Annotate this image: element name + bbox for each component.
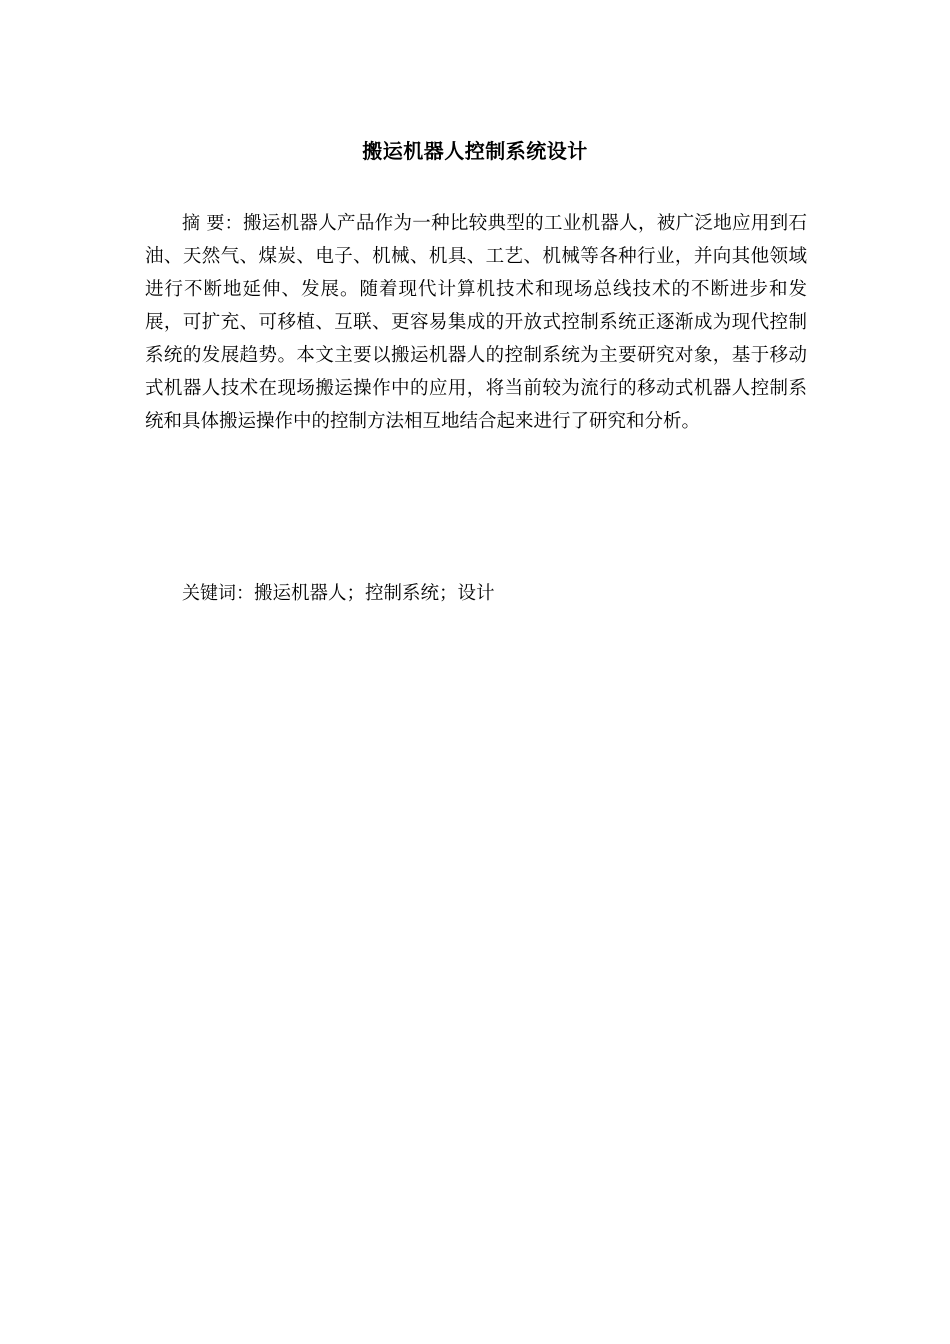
abstract-text: 搬运机器人产品作为一种比较典型的工业机器人，被广泛地应用到石油、天然气、煤炭、电子、机械、机具、工艺、机械等各种行业，并向其他领域进行不断地延伸、发展。随着现代计算机技术和现场总线技术的不断进步和发展，可扩充、可移植、互联、更容易集成的开放式控制系统正逐渐成为现代控制系统的发展趋势。本文主要以搬运机器人的控制系统为主要研究对象，基于移动式机器人技术在现场搬运操作中的应用，将当前较为流行的移动式机器人控制系统和具体搬运操作中的控制方法相互地结合起来进行了研究和分析。 [145, 213, 807, 432]
keywords-text: 搬运机器人；控制系统；设计 [254, 583, 495, 604]
abstract-paragraph [145, 207, 807, 438]
keywords-label: 关键词： [182, 583, 254, 604]
keywords-line [182, 577, 495, 610]
abstract-label: 摘 要： [182, 213, 243, 234]
document-title: 搬运机器人控制系统设计 [362, 139, 588, 163]
